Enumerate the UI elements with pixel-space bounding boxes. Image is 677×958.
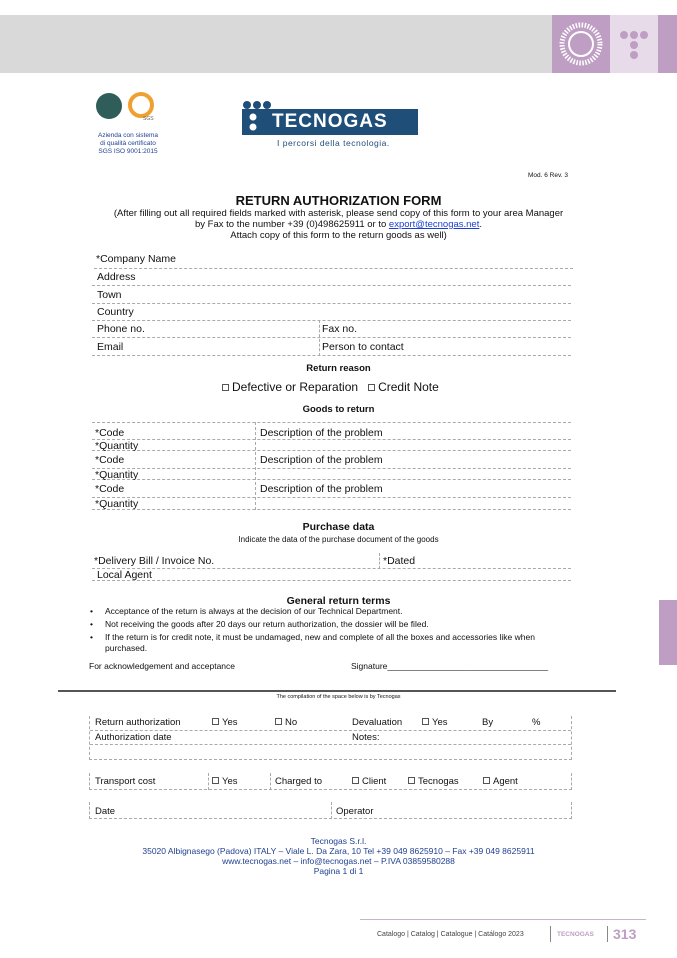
form-title: RETURN AUTHORIZATION FORM xyxy=(235,193,442,208)
code-row[interactable]: *Code Description of the problem xyxy=(92,480,571,498)
defective-checkbox[interactable]: Defective or Reparation xyxy=(222,380,358,394)
banner-block xyxy=(658,15,677,73)
catalog-text: Catalogo | Catalog | Catalogue | Catálogo 2023 xyxy=(377,931,524,938)
dots-logo-icon xyxy=(610,15,658,73)
divider xyxy=(319,320,320,356)
instructions: (After filling out all required fields marked with asterisk, please send copy of this form to your area Manager by Fax to the number +39 (0)498625911 or to export@tecnogas.net. Attach copy of this form to the return goods as well) xyxy=(113,208,564,241)
notes-label: Notes: xyxy=(352,732,380,743)
charged-to-label: Charged to xyxy=(275,776,323,787)
term-item: • Not receiving the goods after 20 days our return authorization, the dossier will be filed. xyxy=(90,619,570,630)
divider xyxy=(379,553,380,569)
tecnogas-checkbox[interactable]: Tecnogas xyxy=(408,776,459,787)
sgs-badge: SGS xyxy=(143,116,154,122)
quantity-row[interactable]: *Quantity xyxy=(92,440,571,451)
company-footer: Tecnogas S.r.l. 35020 Albignasego (Padova) ITALY – Viale L. Da Zara, 10 Tel +39 049 8625910 – Fax +39 049 8625911 www.tecnogas.net – info@tecnogas.net – P.IVA 03859580288 Pagina 1 di 1 xyxy=(142,836,535,876)
transport-yes-checkbox[interactable]: Yes xyxy=(212,776,238,787)
term-item: • If the return is for credit note, it must be undamaged, new and complete of all the boxes and accessories like when purchased. xyxy=(90,632,570,654)
terms-heading: General return terms xyxy=(286,595,391,607)
term-item: • Acceptance of the return is always at the decision of our Technical Department. xyxy=(90,606,570,617)
quantity-row[interactable]: *Quantity xyxy=(92,498,571,510)
code-row[interactable]: *Code Description of the problem xyxy=(92,451,571,469)
agent-checkbox[interactable]: Agent xyxy=(483,776,518,787)
percent-label: % xyxy=(532,717,541,728)
transport-row xyxy=(89,773,572,790)
separator xyxy=(58,690,616,692)
operator-field[interactable]: Operator xyxy=(336,806,374,817)
logo-dots-icon xyxy=(248,113,258,138)
devaluation-label: Devaluation xyxy=(352,717,403,728)
phone-fax-row[interactable]: Phone no. Fax no. xyxy=(92,320,571,338)
auth-yes-checkbox[interactable]: Yes xyxy=(212,717,238,728)
country-field[interactable]: Country xyxy=(92,303,571,321)
catalog-brand: TECNOGAS xyxy=(557,931,594,938)
quantity-row[interactable]: *Quantity xyxy=(92,469,571,480)
page-number: 313 xyxy=(613,926,637,942)
invoice-row[interactable]: *Delivery Bill / Invoice No. *Dated xyxy=(92,553,571,569)
auth-no-checkbox[interactable]: No xyxy=(275,717,297,728)
authorization-block xyxy=(89,716,572,760)
footer-line xyxy=(360,919,646,920)
divider xyxy=(550,926,551,942)
transport-label: Transport cost xyxy=(95,776,156,787)
date-field[interactable]: Date xyxy=(95,806,116,817)
auth-date-label: Authorization date xyxy=(95,732,172,743)
side-tab xyxy=(659,600,677,665)
brand-name: TECNOGAS xyxy=(242,109,418,135)
office-note: The compilation of the space below is by Tecnogas xyxy=(276,694,401,700)
certification-logos xyxy=(95,90,160,127)
goods-table xyxy=(92,422,571,510)
model-revision: Mod. 6 Rev. 3 xyxy=(528,172,568,179)
tagline: I percorsi della tecnologia. xyxy=(277,138,390,148)
certification-text: Azienda con sistema di qualità certificato SGS ISO 9001:2015 xyxy=(98,132,158,155)
client-checkbox[interactable]: Client xyxy=(352,776,386,787)
return-reason-heading: Return reason xyxy=(306,363,371,374)
signature-field[interactable]: Signature__________________________________ xyxy=(351,661,549,671)
devaluation-yes-checkbox[interactable]: Yes xyxy=(422,717,448,728)
town-field[interactable]: Town xyxy=(92,286,571,304)
goods-heading: Goods to return xyxy=(302,404,375,415)
address-field[interactable]: Address xyxy=(92,268,571,286)
return-auth-label: Return authorization xyxy=(95,717,181,728)
acknowledgement: For acknowledgement and acceptance xyxy=(89,661,236,671)
date-operator-row xyxy=(89,802,572,819)
return-reason-options xyxy=(222,380,439,394)
code-row[interactable]: *Code Description of the problem xyxy=(92,422,571,440)
credit-note-checkbox[interactable]: Credit Note xyxy=(368,380,439,394)
terms-list xyxy=(90,606,570,656)
purchase-heading: Purchase data xyxy=(302,521,375,533)
email-link[interactable]: export@tecnogas.net xyxy=(388,219,480,230)
sun-logo-icon xyxy=(552,15,610,73)
company-field[interactable]: *Company Name xyxy=(94,251,573,269)
by-label: By xyxy=(482,717,494,728)
email-contact-row[interactable]: Email Person to contact xyxy=(92,338,571,356)
purchase-subheading: Indicate the data of the purchase document of the goods xyxy=(238,535,439,544)
local-agent-field[interactable]: Local Agent xyxy=(92,569,571,581)
divider xyxy=(607,926,608,942)
